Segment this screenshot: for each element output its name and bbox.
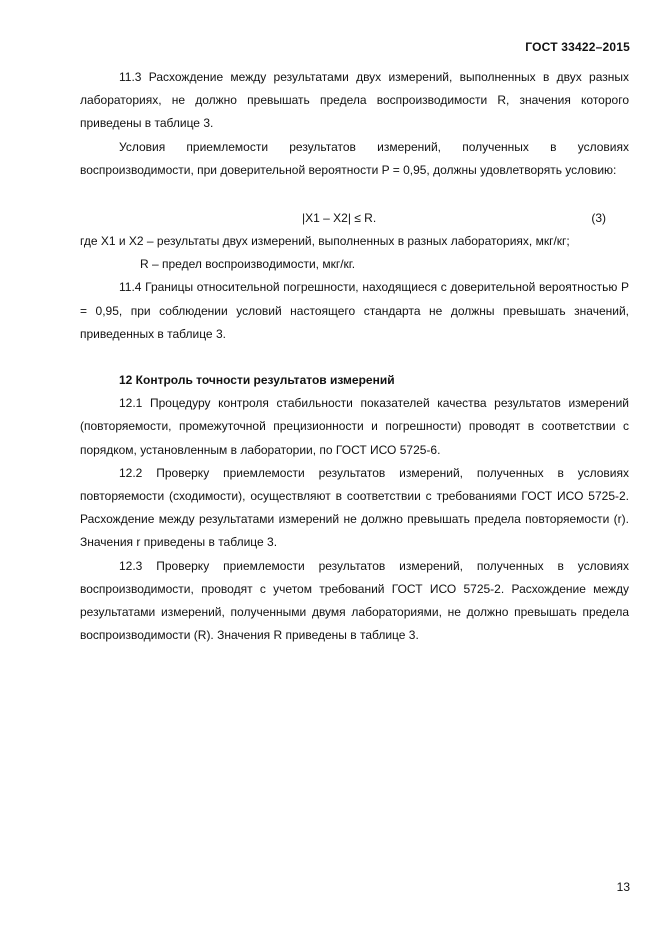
where-x1-x2: где X1 и X2 – результаты двух измерений, выполненных в разных лабораториях, мкг/кг;	[80, 234, 570, 249]
where-r: R – предел воспроизводимости, мкг/кг.	[140, 257, 356, 272]
paragraph-12-3: 12.3 Проверку приемлемости результатов измерений, полученных в условиях воспроизводимости, проводят с учетом требований ГОСТ ИСО 5725-2. Расхождение между результатами измерений, полученными двумя лабораториями, не должно превышать предела воспроизводимости (R). Значения R приведены в таблице 3.	[80, 558, 629, 643]
paragraph-12-2: 12.2 Проверку приемлемости результатов измерений, полученных в условиях повторяемости (сходимости), осуществляют в соответствии с требованиями ГОСТ ИСО 5725-2. Расхождение между результатами измерений не должно превышать предела повторяемости (r). Значения r приведены в таблице 3.	[80, 465, 629, 550]
document-body	[80, 66, 629, 647]
formula-row	[80, 184, 629, 230]
paragraph-12-1: 12.1 Процедуру контроля стабильности показателей качества результатов измерений (повторяемости, промежуточной прецизионности и погрешности) проводят в соответствии с порядком, установленным в лаборатории, по ГОСТ ИСО 5725-6.	[80, 396, 629, 457]
paragraph-condition: Условия приемлемости результатов измерений, полученных в условиях воспроизводимости, при доверительной вероятности P = 0,95, должны удовлетворять условию:	[80, 139, 629, 177]
formula-number: (3)	[591, 211, 606, 226]
page-number: 13	[616, 880, 630, 894]
document-header: ГОСТ 33422–2015	[525, 40, 630, 54]
paragraph-11-4: 11.4 Границы относительной погрешности, находящиеся с доверительной вероятностью P = 0,95, при соблюдении условий настоящего стандарта не должны превышать значений, приведенных в таблице 3.	[80, 280, 629, 341]
formula-3: |X1 – X2| ≤ R.	[302, 211, 377, 226]
paragraph-11-3: 11.3 Расхождение между результатами двух измерений, выполненных в двух разных лабораториях, не должно превышать предела воспроизводимости R, значения которого приведены в таблице 3.	[80, 70, 629, 131]
section-12-title: 12 Контроль точности результатов измерений	[119, 373, 395, 388]
